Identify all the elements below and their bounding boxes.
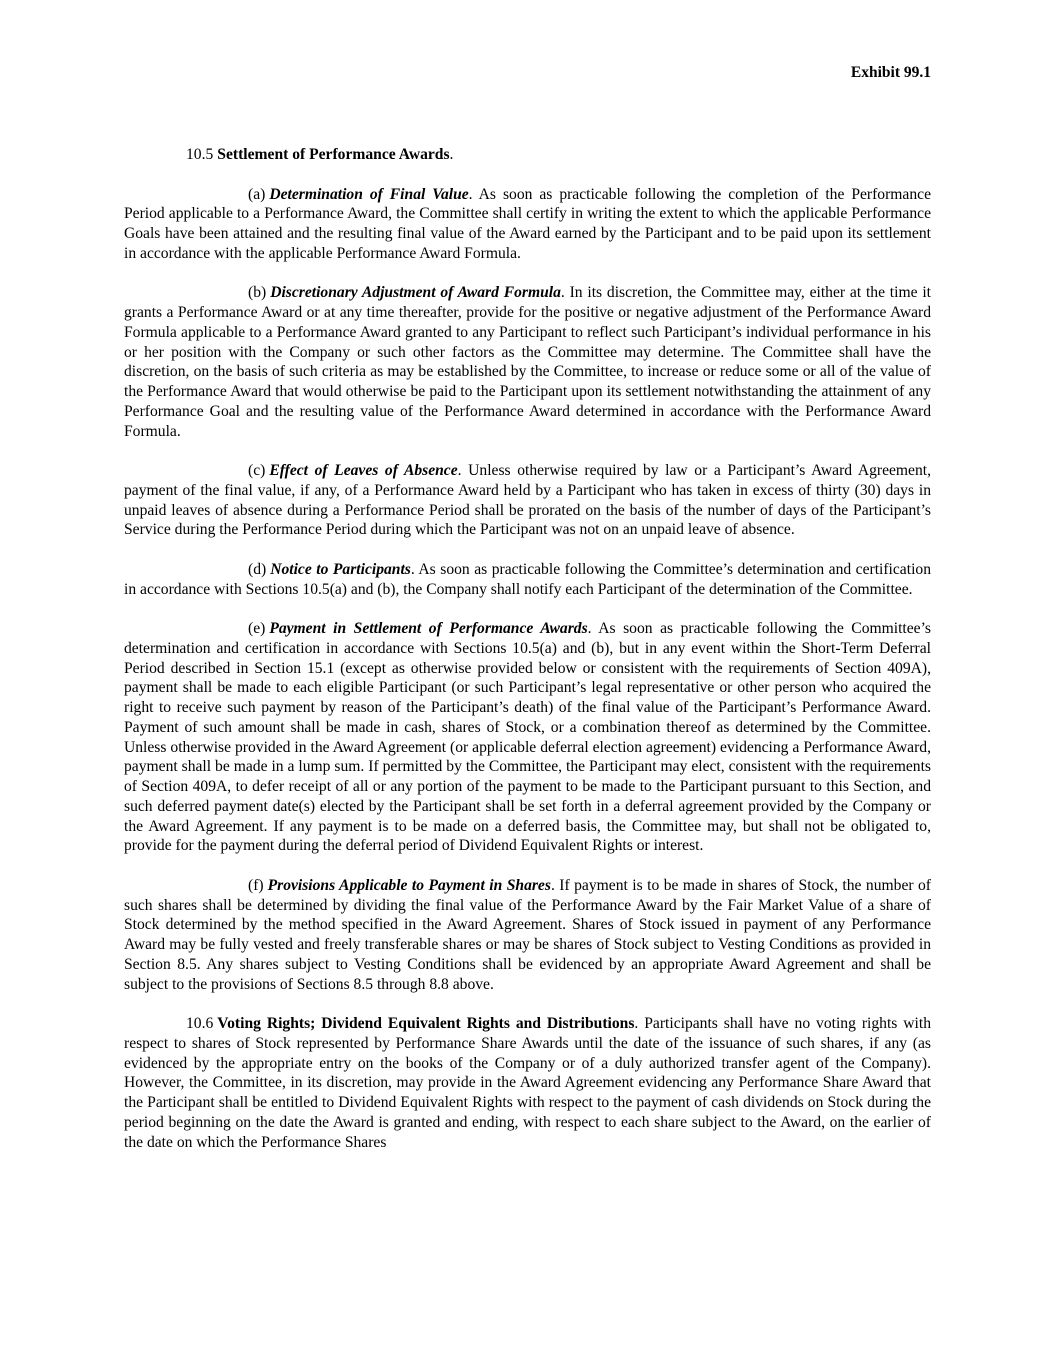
paragraph-body: . If payment is to be made in shares of Stock, the number of such shares shall be determined by dividing the final value of the Performance Award by the Fair Market Value of a share of Stock determined by the method specified in the Award Agreement. Shares of Stock issued in payment of any Performance Award may be fully vested and freely transferable shares or may be shares of Stock subject to Vesting Conditions as provided in Section 8.5. Any shares subject to Vesting Conditions shall be evidenced by an appropriate Award Agreement and shall be subject to the provisions of Sections 8.5 through 8.8 above.	[124, 876, 932, 993]
section-body: . Participants shall have no voting rights with respect to shares of Stock represented by Performance Share Awards until the date of the issuance of such shares, if any (as evidenced by the appropriate entry on the books of the Company or of a duly authorized transfer agent of the Company). However, the Committee, in its discretion, may provide in the Award Agreement evidencing any Performance Share Award that the Participant shall be entitled to Dividend Equivalent Rights with respect to the payment of cash dividends on Stock during the period beginning on the date the Award is granted and ending, with respect to each share subject to the Award, on the earlier of the date on which the Performance Shares	[124, 1015, 931, 1151]
paragraph-title: Payment in Settlement of Performance Awards	[269, 620, 588, 637]
section-10-6	[124, 1014, 931, 1152]
paragraph-body: . In its discretion, the Committee may, either at the time it grants a Performance Award or at any time thereafter, provide for the positive or negative adjustment of the Performance Award Formula applicable to a Performance Award granted to any Participant to reflect such Participant’s individual performance in his or her position with the Company or such other factors as the Committee may determine. The Committee shall have the discretion, on the basis of such criteria as may be established by the Committee, to increase or reduce some or all of the value of the Performance Award that would otherwise be paid to the Participant upon its settlement notwithstanding the attainment of any Performance Goal and the resulting value of the Performance Award determined in accordance with the Performance Award Formula.	[124, 284, 931, 440]
paragraph-label: (d)	[248, 560, 267, 578]
section-number: 10.6	[186, 1015, 214, 1032]
paragraph-title: Notice to Participants	[270, 560, 411, 578]
paragraph-body: . As soon as practicable following the completion of the Performance Period applicable to a Performance Award, the Committee shall certify in writing the extent to which the applicable Performance Goals have been attained and the resulting final value of the Award earned by the Participant and to be paid upon its settlement in accordance with the applicable Performance Award Formula.	[124, 185, 931, 262]
paragraph-label: (e)	[248, 620, 266, 637]
paragraph-title: Effect of Leaves of Absence	[269, 462, 458, 479]
paragraph-body: . As soon as practicable following the Committee’s determination and certification in accordance with Sections 10.5(a) and (b), the Company shall notify each Participant of the determination of the Committee.	[124, 560, 931, 598]
paragraph-label: (a)	[248, 185, 266, 203]
paragraph-title: Discretionary Adjustment of Award Formula	[270, 284, 561, 302]
section-10-5-heading	[124, 145, 931, 165]
section-title-period: .	[449, 146, 454, 163]
paragraph-label: (c)	[248, 462, 266, 479]
paragraph-title: Determination of Final Value	[269, 185, 469, 203]
paragraph-f	[124, 876, 931, 995]
exhibit-label: Exhibit 99.1	[850, 64, 931, 81]
section-title: Voting Rights; Dividend Equivalent Rights and Distributions	[217, 1015, 635, 1032]
paragraph-body: . Unless otherwise required by law or a Participant’s Award Agreement, payment of the final value, if any, of a Performance Award held by a Participant who has taken in excess of thirty (30) days in unpaid leaves of absence during a Performance Period shall be prorated on the basis of the number of days of the Participant’s Service during the Performance Period during which the Participant was not on an unpaid leave of absence.	[124, 462, 931, 539]
paragraph-c	[124, 461, 931, 540]
paragraph-label: (b)	[248, 284, 267, 302]
paragraph-b	[124, 283, 931, 441]
paragraph-d	[124, 560, 931, 600]
paragraph-label: (f)	[248, 876, 264, 894]
section-number: 10.5	[186, 146, 214, 163]
paragraph-a	[124, 185, 931, 264]
paragraph-title: Provisions Applicable to Payment in Shares	[267, 876, 551, 894]
paragraph-body: . As soon as practicable following the Committee’s determination and certification in accordance with Sections 10.5(a) and (b), but in any event within the Short-Term Deferral Period described in Section 15.1 (except as otherwise provided below or consistent with the requirements of Section 409A), payment shall be made to each eligible Participant (or such Participant’s legal representative or other person who acquired the right to receive such payment by reason of the Participant’s death) of the final value of the Participant’s Performance Award. Payment of such amount shall be made in cash, shares of Stock, or a combination thereof as determined by the Committee. Unless otherwise provided in the Award Agreement (or applicable deferral election agreement) evidencing a Performance Award, payment shall be made in a lump sum. If permitted by the Committee, the Participant may elect, consistent with the requirements of Section 409A, to defer receipt of all or any portion of the payment to be made to the Participant pursuant to this Section, and such deferred payment date(s) elected by the Participant shall be set forth in a deferral agreement provided by the Company or the Award Agreement. If any payment is to be made on a deferred basis, the Committee may, but shall not be obligated to, provide for the payment during the deferral period of Dividend Equivalent Rights or interest.	[124, 620, 931, 855]
paragraph-e	[124, 619, 931, 856]
section-title: Settlement of Performance Awards	[217, 146, 450, 163]
document-body	[124, 145, 931, 1172]
